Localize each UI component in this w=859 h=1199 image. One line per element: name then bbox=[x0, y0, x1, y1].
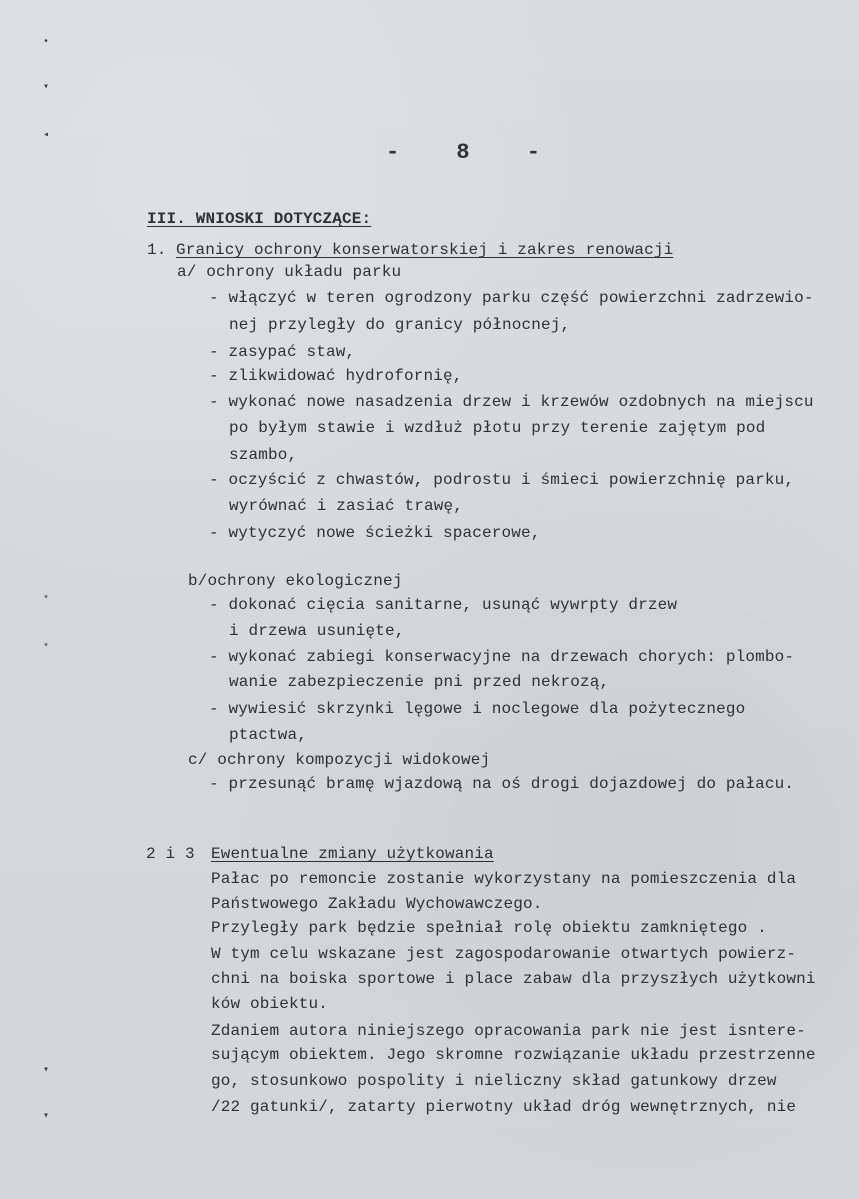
section-heading: III. WNIOSKI DOTYCZĄCE: bbox=[147, 210, 372, 228]
section-2-paragraph-line: W tym celu wskazane jest zagospodarowanie otwartych powierz- bbox=[211, 945, 797, 963]
subsection-c-item: - przesunąć bramę wjazdową na oś drogi dojazdowej do pałacu. bbox=[209, 775, 795, 793]
section-2-paragraph-line: /22 gatunki/, zatarty pierwotny układ dróg wewnętrznych, nie bbox=[211, 1098, 797, 1116]
subsection-a-item: wyrównać i zasiać trawę, bbox=[229, 497, 464, 515]
section-2-paragraph-line: ków obiektu. bbox=[211, 995, 329, 1013]
subsection-a-label: a/ ochrony układu parku bbox=[177, 263, 402, 281]
section-2-title: Ewentualne zmiany użytkowania bbox=[211, 845, 494, 863]
section-2-paragraph-line: Zdaniem autora niniejszego opracowania park nie jest isntere- bbox=[211, 1022, 806, 1040]
section-2-paragraph-line: go, stosunkowo pospolity i nieliczny skład gatunkowy drzew bbox=[211, 1072, 777, 1090]
punch-mark: ▾ bbox=[43, 1065, 50, 1076]
subsection-a-item: nej przyległy do granicy północnej, bbox=[229, 316, 571, 334]
section-2-paragraph-line: Pałac po remoncie zostanie wykorzystany na pomieszczenia dla bbox=[211, 870, 797, 888]
subsection-b-item: - wywiesić skrzynki lęgowe i noclegowe dla pożytecznego bbox=[209, 700, 746, 718]
punch-mark: ◂ bbox=[43, 130, 50, 141]
subsection-b-item: i drzewa usunięte, bbox=[229, 622, 405, 640]
punch-mark: • bbox=[43, 37, 50, 48]
subsection-a-item: po byłym stawie i wzdłuż płotu przy terenie zajętym pod bbox=[229, 419, 766, 437]
section-2-paragraph-line: sującym obiektem. Jego skromne rozwiązanie układu przestrzenne bbox=[211, 1046, 816, 1064]
subsection-a-item: - zasypać staw, bbox=[209, 343, 356, 361]
section-2-paragraph-line: Państwowego Zakładu Wychowawczego. bbox=[211, 895, 543, 913]
section-1-title: Granicy ochrony konserwatorskiej i zakres renowacji bbox=[176, 241, 674, 259]
subsection-a-item: - oczyścić z chwastów, podrostu i śmieci powierzchnię parku, bbox=[209, 471, 795, 489]
subsection-a-item: - wytyczyć nowe ścieżki spacerowe, bbox=[209, 524, 541, 542]
section-2-paragraph-line: Przyległy park będzie spełniał rolę obiektu zamkniętego . bbox=[211, 919, 767, 937]
punch-mark: * bbox=[43, 595, 50, 606]
section-2-paragraph-line: chni na boiska sportowe i place zabaw dla przyszłych użytkowni bbox=[211, 970, 816, 988]
subsection-c-label: c/ ochrony kompozycji widokowej bbox=[188, 751, 491, 769]
punch-mark: ▾ bbox=[43, 82, 50, 93]
page-number: - 8 - bbox=[386, 140, 563, 165]
subsection-a-item: szambo, bbox=[229, 446, 298, 464]
subsection-b-item: ptactwa, bbox=[229, 726, 308, 744]
subsection-a-item: - wykonać nowe nasadzenia drzew i krzewów ozdobnych na miejscu bbox=[209, 393, 814, 411]
subsection-b-item: wanie zabezpieczenie pni przed nekrozą, bbox=[229, 673, 610, 691]
subsection-a-item: - zlikwidować hydrofornię, bbox=[209, 367, 463, 385]
subsection-b-item: - dokonać cięcia sanitarne, usunąć wywrpty drzew bbox=[209, 596, 678, 614]
subsection-b-item: - wykonać zabiegi konserwacyjne na drzewach chorych: plombo- bbox=[209, 648, 795, 666]
section-2-number: 2 i 3 bbox=[146, 845, 195, 863]
punch-mark: ▾ bbox=[43, 1111, 50, 1122]
punch-mark: * bbox=[43, 643, 50, 654]
subsection-a-item: - włączyć w teren ogrodzony parku część powierzchni zadrzewio- bbox=[209, 289, 814, 307]
section-1-number: 1. bbox=[147, 241, 167, 259]
subsection-b-label: b/ochrony ekologicznej bbox=[188, 572, 403, 590]
